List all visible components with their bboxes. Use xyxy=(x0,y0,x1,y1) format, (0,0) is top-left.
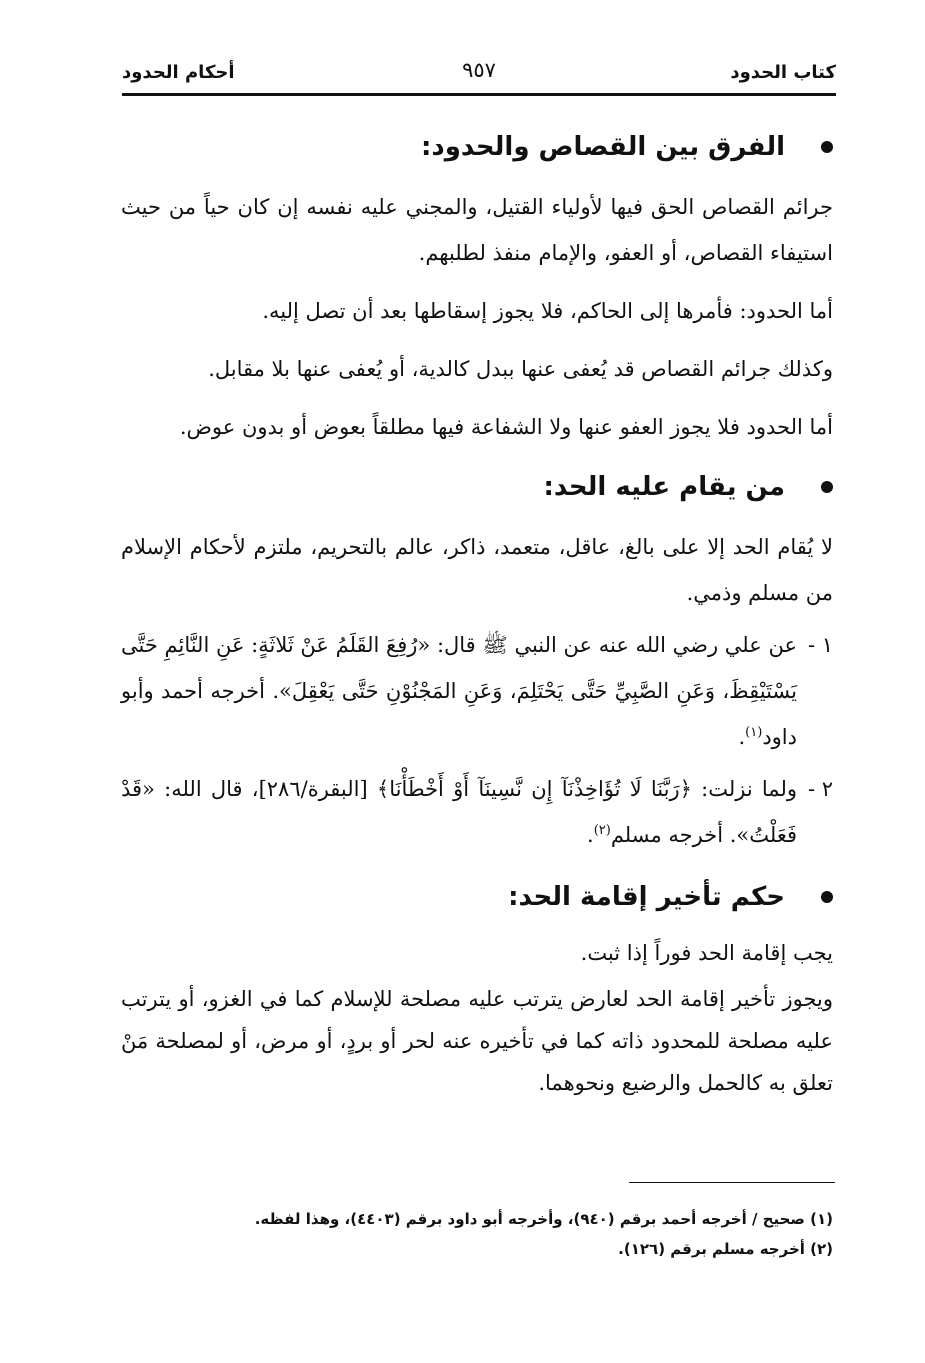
page-body xyxy=(121,122,833,1116)
paragraph: أما الحدود فلا يجوز العفو عنها ولا الشفاعة فيها مطلقاً بعوض أو بدون عوض. xyxy=(179,415,833,439)
page-header xyxy=(122,58,836,94)
footnote-ref[interactable]: (٢) xyxy=(593,823,611,838)
footnote-divider xyxy=(629,1182,835,1183)
heading-text: حكم تأخير إقامة الحد: xyxy=(508,882,785,912)
paragraph: جرائم القصاص الحق فيها لأولياء القتيل، والمجني عليه نفسه إن كان حياً من حيث استيفاء القصاص، أو العفو، والإمام منفذ لطلبهم. xyxy=(121,195,833,265)
page-number: ٩٥٧ xyxy=(462,58,496,82)
item-number: ١ - xyxy=(807,633,833,657)
section-heading xyxy=(121,872,833,922)
paragraph: ويجوز تأخير إقامة الحد لعارض يترتب عليه مصلحة للإسلام كما في الغزو، أو يترتب عليه مصلحة للمحدود ذاته كما في تأخيره عنه لحر أو بردٍ، أو مرض، أو لمصلحة مَنْ تعلق به كالحمل والرضيع ونحوهما. xyxy=(121,987,833,1095)
footnote: (١) صحيح / أخرجه أحمد برقم (٩٤٠)، وأخرجه أبو داود برقم (٤٤٠٣)، وهذا لفظه. xyxy=(254,1210,833,1228)
heading-text: من يقام عليه الحد: xyxy=(543,472,785,502)
bullet-icon xyxy=(821,141,833,153)
item-text: عن علي رضي الله عنه عن النبي ﷺ قال: «رُفِعَ القَلَمُ عَنْ ثَلاثَةٍ: عَنِ النَّائِمِ حَتَّى يَسْتَيْقِظَ، وَعَنِ الصَّبِيِّ حَتَّى يَحْتَلِمَ، وَعَنِ المَجْنُوْنِ حَتَّى يَعْقِلَ». أخرجه أحمد وأبو داود xyxy=(121,633,797,749)
paragraph: لا يُقام الحد إلا على بالغ، عاقل، متعمد، ذاكر، عالم بالتحريم، ملتزم لأحكام الإسلام من مسلم وذمي. xyxy=(121,535,833,605)
footnote-ref[interactable]: (١) xyxy=(745,725,763,740)
bullet-icon xyxy=(821,891,833,903)
header-divider xyxy=(122,93,836,96)
paragraph: يجب إقامة الحد فوراً إذا ثبت. xyxy=(580,941,833,965)
paragraph: أما الحدود: فأمرها إلى الحاكم، فلا يجوز إسقاطها بعد أن تصل إليه. xyxy=(262,299,833,323)
chapter-title: كتاب الحدود xyxy=(730,62,836,83)
footnote: (٢) أخرجه مسلم برقم (١٢٦). xyxy=(618,1240,833,1258)
section-heading xyxy=(121,122,833,172)
footnotes xyxy=(121,1204,833,1264)
section-title: أحكام الحدود xyxy=(122,62,235,83)
section-heading xyxy=(121,462,833,512)
heading-text: الفرق بين القصاص والحدود: xyxy=(421,132,785,162)
paragraph: وكذلك جرائم القصاص قد يُعفى عنها ببدل كالدية، أو يُعفى عنها بلا مقابل. xyxy=(208,357,833,381)
evidence-item: ١ - عن علي رضي الله عنه عن النبي ﷺ قال: «رُفِعَ القَلَمُ عَنْ ثَلاثَةٍ: عَنِ النَّائِمِ حَتَّى يَسْتَيْقِظَ، وَعَنِ الصَّبِيِّ حَتَّى يَحْتَلِمَ، وَعَنِ المَجْنُوْنِ حَتَّى يَعْقِلَ». أخرجه أحمد وأبو داود$^{(١)}$. xyxy=(121,622,833,760)
evidence-item xyxy=(121,766,833,858)
item-tail: . xyxy=(587,823,594,847)
item-text: ولما نزلت: ﴿رَبَّنَا لَا تُؤَاخِذْنَآ إِن نَّسِينَآ أَوْ أَخْطَأْنَا﴾ [البقرة/٢٨٦]، قال الله: «قَدْ فَعَلْتُ». أخرجه مسلم xyxy=(121,777,797,847)
item-number: ٢ - xyxy=(807,777,833,801)
bullet-icon xyxy=(821,481,833,493)
